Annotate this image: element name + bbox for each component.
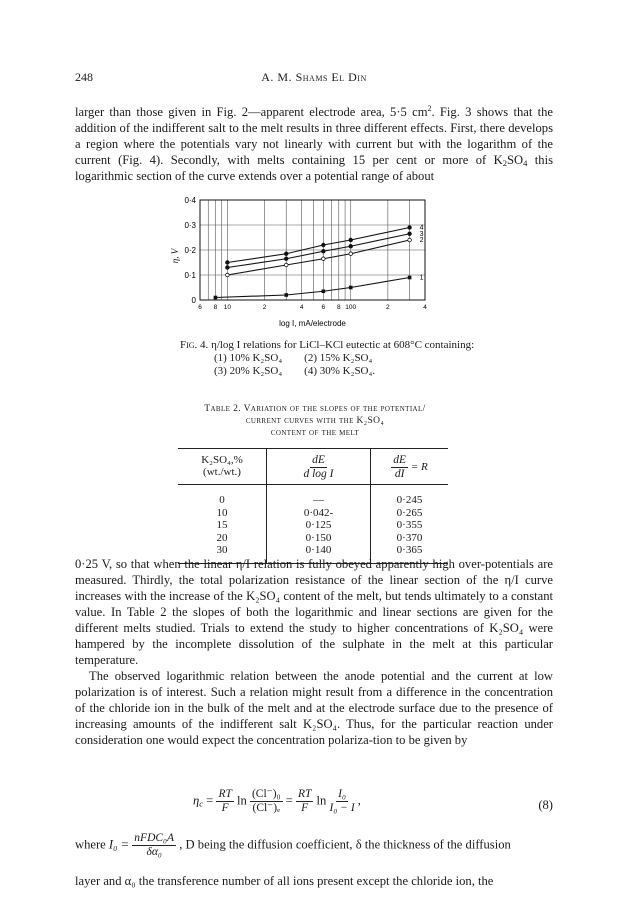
data-point-series-4	[408, 226, 412, 230]
data-point-series-1	[408, 276, 412, 280]
x-tick-label: 6	[198, 304, 202, 311]
data-point-series-4	[226, 261, 230, 265]
y-tick-label: 0·2	[184, 246, 196, 255]
caption-item-1: (1) 10% K₂SO₄	[214, 352, 283, 364]
curve-label-1: 1	[419, 274, 424, 282]
data-point-series-4	[284, 252, 288, 256]
caption-item-2: (2) 15% K₂SO₄	[304, 352, 373, 364]
x-tick-label: 4	[299, 304, 304, 311]
table-cell: 10	[178, 507, 267, 520]
table-cell: 0·365	[396, 544, 423, 556]
x-tick-label: 4	[423, 304, 427, 311]
data-point-series-1	[214, 296, 218, 300]
x-tick-label: 2	[262, 304, 267, 311]
equation-number: (8)	[538, 798, 553, 812]
table-row	[178, 519, 448, 532]
data-point-series-1	[284, 293, 288, 297]
table-row	[178, 485, 448, 507]
data-point-series-4	[349, 238, 353, 242]
equation-definition: where I₀ = $\frac{\text{nFDC₀A}}{\text{δα₀}}$ , D being the diffusion coefficient, δ the thickness of the diffusion	[75, 832, 511, 858]
x-axis-label: log I, mA/electrode	[279, 319, 346, 328]
table-cell: 0·140	[267, 544, 371, 563]
equation-8: $\eta_c$ = $\frac{RT}{F}$ ln $\frac{\text{(Cl⁻)₀}}{\text{(Cl⁻)ₑ}}$ = $\frac{RT}{F}$ ln $\frac{\text{I₀}}{\text{I₀ − I}}$ , (8)	[193, 788, 553, 814]
x-tick-label: 6	[321, 304, 326, 311]
data-point-series-3	[408, 232, 412, 236]
series-line-1	[215, 278, 409, 298]
table-cell: 0	[178, 485, 267, 507]
table-cell: 0·370	[396, 531, 423, 544]
table-cell: 0·265	[396, 506, 423, 519]
curve-label-2: 2	[419, 237, 424, 244]
y-tick-label: 0·3	[184, 221, 196, 230]
table-row	[178, 507, 448, 520]
x-tick-label: 8	[336, 304, 341, 311]
x-tick-label: 10	[223, 304, 231, 311]
caption-item-3: (3) 20% K₂SO₄	[214, 365, 283, 377]
table-cell: 20	[178, 532, 267, 545]
x-tick-label: 100	[345, 304, 357, 311]
table-cell: 0·355	[396, 519, 423, 531]
data-point-series-2	[408, 238, 412, 242]
table-row	[178, 532, 448, 545]
col-header-k2so4: K₂SO₄,% (wt./wt.)	[178, 449, 267, 485]
series-line-2	[227, 240, 409, 275]
figure-4	[160, 195, 440, 335]
caption-item-4: (4) 30% K₂SO₄.	[304, 365, 376, 377]
data-point-series-3	[349, 244, 353, 248]
table-cell: 0·125	[267, 519, 371, 532]
data-point-series-3	[322, 249, 326, 253]
figure-caption-text: η/log I relations for LiCl–KCl eutectic at 608°C containing:	[208, 339, 475, 351]
y-tick-label: 0	[191, 296, 196, 305]
data-point-series-4	[322, 243, 326, 247]
curve-label-3: 3	[419, 230, 424, 238]
series-line-4	[227, 228, 409, 263]
table-cell: 0·150	[267, 532, 371, 545]
table-2	[178, 448, 448, 564]
col-header-linear-slope: $\frac{dE}{dI}$ = R	[393, 454, 428, 480]
x-tick-label: 2	[386, 304, 390, 311]
curve-label-4: 4	[419, 224, 424, 232]
running-header	[75, 70, 553, 86]
table-cell: 30	[178, 544, 267, 563]
data-point-series-2	[284, 263, 288, 267]
table-title: Table 2. Variation of the slopes of the potential/ current curves with the K₂SO₄ content of the melt	[204, 404, 426, 438]
figure-4-plot	[160, 195, 440, 335]
y-axis-label: η, V	[170, 248, 180, 264]
running-author: A. M. Shams El Din	[261, 70, 367, 84]
data-point-series-1	[322, 289, 326, 293]
page-number: 248	[75, 70, 93, 84]
table-cell: 0·042-	[267, 507, 371, 520]
y-tick-label: 0·4	[184, 196, 196, 205]
data-point-series-2	[349, 252, 353, 256]
last-line: layer and α₀ the transference number of all ions present except the chloride ion, the	[75, 874, 494, 888]
table-cell: 0·245	[396, 494, 423, 506]
data-point-series-3	[226, 266, 230, 270]
col-header-log-slope: $\frac{dE}{\text{d log I}}$	[267, 449, 371, 485]
data-point-series-1	[349, 286, 353, 290]
series-line-3	[227, 234, 409, 268]
figure-caption	[180, 339, 510, 378]
figure-label: Fig. 4.	[180, 339, 209, 351]
table-cell: —	[267, 485, 371, 507]
table-cell: 15	[178, 519, 267, 532]
data-point-series-3	[284, 257, 288, 261]
data-point-series-2	[226, 273, 230, 277]
paragraph-discussion: 0·25 V, so that when the linear η/I relation is fully obeyed apparently high over-potentials are measured. Thirdly, the total polarization resistance of the linear section of the η/I curve increases with the increase of the K₂SO₄ content of the melt, but tends ultimately to a constant value. In Table 2 the slopes of both the logarithmic and linear sections are given for the different melts studied. Trials to extend the study to higher concentrations of K₂SO₄ were hampered by the incomplete dissolution of the sulphate in the melt at this particular temperature. The observed logarithmic relation between the anode potential and the current at low polarization is of interest. Such a relation might result from a difference in the concentration of the chloride ion in the bulk of the melt and at the electrode surface due to the presence of increasing amounts of the indifferent salt K₂SO₄. Thus, for the particular reaction under consideration one would expect the concentration polariza-tion to be given by	[75, 557, 553, 747]
paragraph-intro: larger than those given in Fig. 2—apparent electrode area, 5·5 $cm^2$. Fig. 3 shows that the addition of the indifferent salt to the melt results in three different effects. First, there develops a region where the potentials vary not linearly with current but with the logarithm of the current (Fig. 4). Secondly, with melts containing 15 per cent or more of $K_2SO_4$ this logarithmic section of the curve extends over a potential range of about	[75, 104, 554, 184]
data-point-series-2	[322, 257, 326, 261]
x-tick-label: 8	[213, 304, 218, 311]
y-tick-label: 0·1	[184, 271, 196, 280]
